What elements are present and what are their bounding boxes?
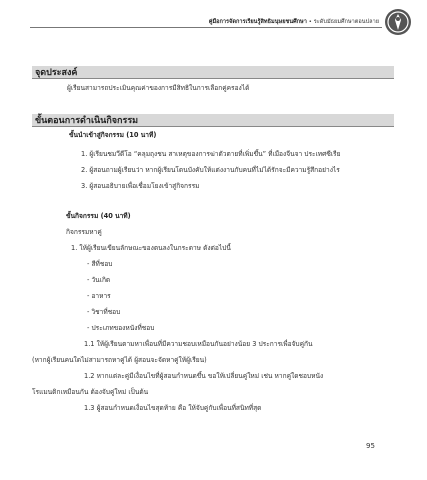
objective-heading: จุดประสงค์ — [35, 68, 78, 78]
trait-food: - อาหาร — [87, 292, 111, 300]
trait-color: - สีที่ชอบ — [87, 260, 113, 268]
intro-item-2: 2. ผู้สอนถามผู้เรียนว่า หากผู้เรียนโดนบังคับให้แต่งงานกับคนที่ไม่ได้รักจะมีความรู้สึกอย่างไร — [81, 166, 340, 174]
objective-text: ผู้เรียนสามารถประเมินคุณค่าของการมีสิทธิในการเลือกคู่ครองได้ — [67, 84, 250, 92]
intro-item-1: 1. ผู้เรียนชมวีดีโอ “คลุมถุงชน สาเหตุของการฆ่าตัวตายที่เพิ่มขึ้น” ที่เมืองจีนจา ประเทศซีเรีย — [81, 150, 341, 158]
activity-step-1: 1. ให้ผู้เรียนเขียนลักษณะของตนลงในกระดาษ ดังต่อไปนี้ — [71, 244, 231, 252]
header-text — [209, 18, 379, 26]
header-title: คู่มือการจัดการเรียนรู้สิทธิมนุษยชนศึกษา — [208, 19, 307, 25]
intro-item-3: 3. ผู้สอนอธิบายเพื่อเชื่อมโยงเข้าสู่กิจกรรม — [81, 182, 200, 190]
step-1-2-line-2: โรแมนติกเหมือนกัน ต้องจับคู่ใหม่ เป็นต้น — [32, 388, 149, 396]
page-header — [0, 0, 427, 38]
trait-birthday: - วันเกิด — [87, 276, 111, 284]
intro-heading: ขั้นนำเข้าสู่กิจกรรม (10 นาที) — [69, 131, 157, 139]
seal-logo-icon — [383, 7, 413, 37]
objective-section-bar — [32, 66, 394, 79]
page-number: 95 — [366, 442, 375, 450]
pair-activity-label: กิจกรรมหาคู่ — [66, 228, 102, 236]
procedure-section-bar — [32, 114, 394, 127]
procedure-heading: ขั้นตอนการดำเนินกิจกรรม — [35, 116, 139, 126]
step-1-2-line-1: 1.2 หากแต่ละคู่มีเงื่อนไขที่ผู้สอนกำหนดขึ้น ขอให้เปลี่ยนคู่ใหม่ เช่น หากคู่ใดชอบหนัง — [84, 372, 324, 380]
header-subtitle: • ระดับมัธยมศึกษาตอนปลาย — [308, 19, 379, 25]
trait-subject: - วิชาที่ชอบ — [87, 308, 121, 316]
step-1-3: 1.3 ผู้สอนกำหนดเงื่อนไขสุดท้าย คือ ให้จับคู่กับเพื่อนที่สนิทที่สุด — [84, 404, 262, 412]
header-divider — [30, 27, 382, 28]
step-1-1-line-2: (หากผู้เรียนคนใดไม่สามารถหาคู่ได้ ผู้สอนจะจัดหาคู่ให้ผู้เรียน) — [32, 356, 207, 364]
trait-movie: - ประเภทของหนังที่ชอบ — [87, 324, 155, 332]
step-1-1-line-1: 1.1 ให้ผู้เรียนตามหาเพื่อนที่มีความชอบเหมือนกันอย่างน้อย 3 ประการเพื่อจับคู่กัน — [84, 340, 313, 348]
activity-heading: ขั้นกิจกรรม (40 นาที) — [66, 212, 131, 220]
